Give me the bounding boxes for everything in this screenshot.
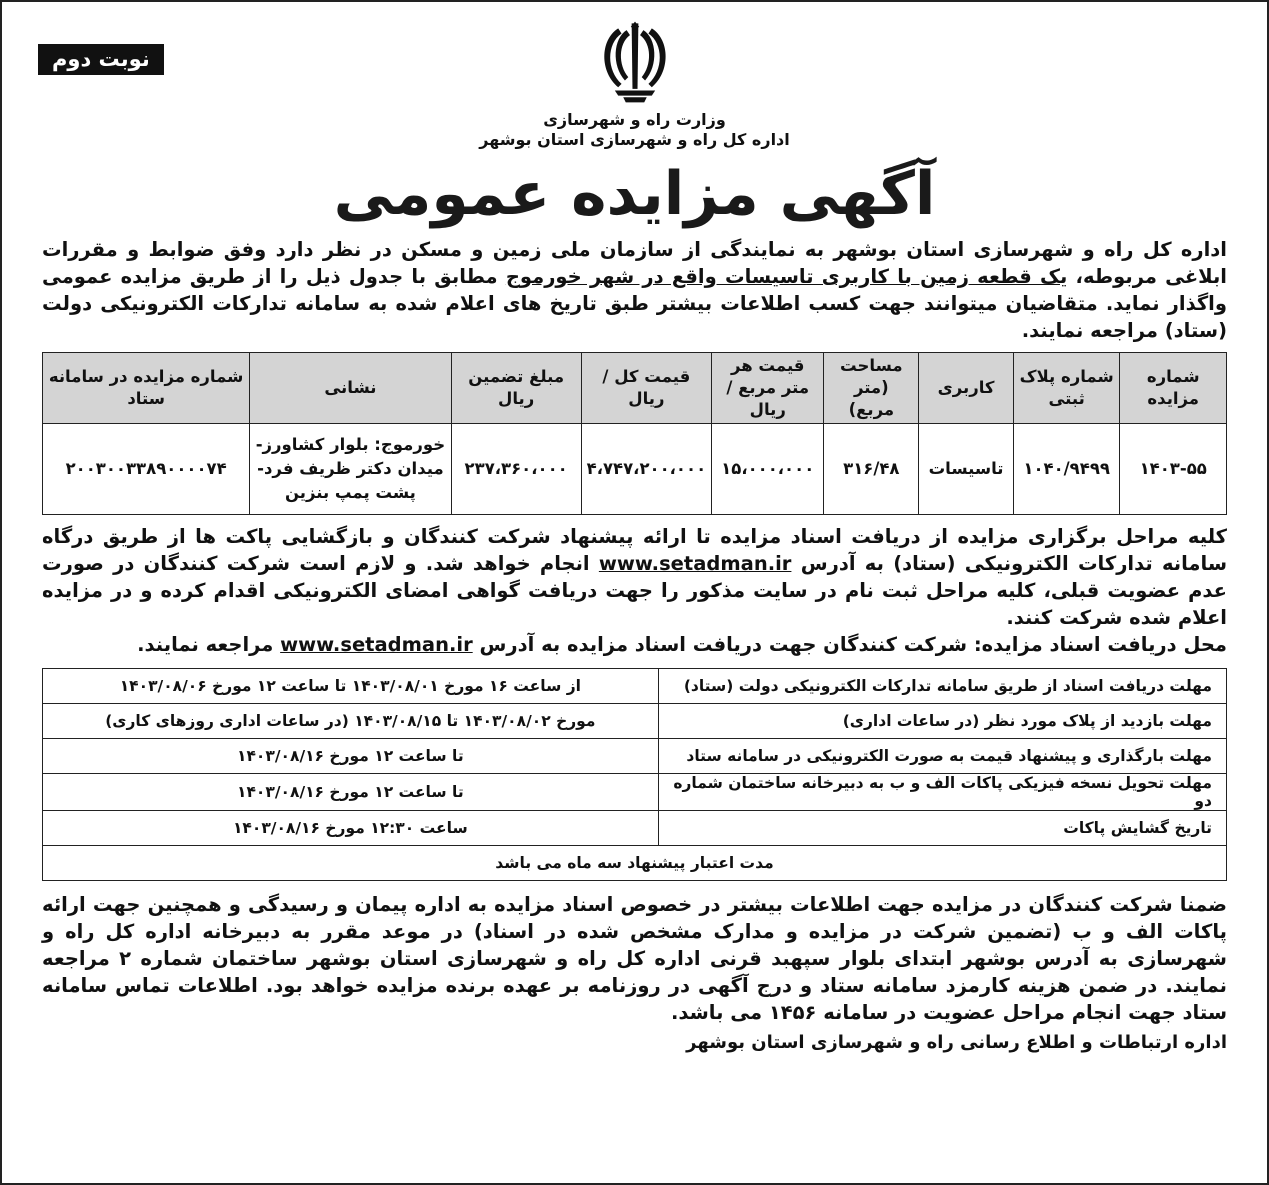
col-area: مساحت (متر مربع) [824, 353, 919, 424]
docs-place-paragraph [42, 631, 1227, 658]
docs-place-text-2: مراجعه نمایند. [137, 633, 281, 656]
office-name: اداره کل راه و شهرسازی استان بوشهر [479, 130, 790, 149]
docs-place-text-1: محل دریافت اسناد مزایده: شرکت کنندگان جهت دریافت اسناد مزایده به آدرس [472, 633, 1227, 656]
schedule-label: مهلت بارگذاری و پیشنهاد قیمت به صورت الکترونیکی در سامانه ستاد [658, 739, 1226, 774]
col-auction-no: شماره مزایده [1120, 353, 1227, 424]
auction-table-header [43, 353, 1227, 424]
schedule-row [43, 704, 1227, 739]
schedule-row [43, 669, 1227, 704]
validity-note: مدت اعتبار پیشنهاد سه ماه می باشد [43, 846, 1227, 881]
intro-text-highlight: یک قطعه زمین با کاربری تاسیسات واقع در شهر خورموج [505, 265, 1068, 288]
col-usage: کاربری [919, 353, 1014, 424]
schedule-label: تاریخ گشایش پاکات [658, 811, 1226, 846]
process-paragraph [42, 523, 1227, 631]
page-title: آگهی مزایده عمومی [333, 159, 936, 229]
footer-signature: اداره ارتباطات و اطلاع رسانی راه و شهرسازی استان بوشهر [686, 1032, 1227, 1053]
col-unit-price: قیمت هر متر مربع / ریال [712, 353, 824, 424]
setad-url-link-2[interactable]: www.setadman.ir [280, 633, 473, 656]
schedule-label: مهلت بازدید از پلاک مورد نظر (در ساعات اداری) [658, 704, 1226, 739]
schedule-label: مهلت دریافت اسناد از طریق سامانه تدارکات الکترونیکی دولت (ستاد) [658, 669, 1226, 704]
col-plate-no: شماره پلاک ثبتی [1013, 353, 1120, 424]
table-row [43, 424, 1227, 515]
intro-text-1: اداره کل راه و شهرسازی استان بوشهر به نمایندگی از سازمان ملی زمین و مسکن در نظر دارد وفق ضوابط و مقررات ابلاغی مربوطه، [42, 238, 1227, 288]
ministry-name: وزارت راه و شهرسازی [543, 110, 726, 129]
iran-emblem-icon [593, 18, 677, 106]
second-publication-badge: نوبت دوم [38, 44, 164, 75]
schedule-table [42, 668, 1227, 881]
cell-unit-price: ۱۵،۰۰۰،۰۰۰ [712, 424, 824, 515]
schedule-value: تا ساعت ۱۲ مورخ ۱۴۰۳/۰۸/۱۶ [43, 774, 659, 811]
col-setad-no: شماره مزایده در سامانه ستاد [43, 353, 250, 424]
intro-paragraph [42, 236, 1227, 344]
schedule-row [43, 774, 1227, 811]
process-text-2: انجام خواهد شد. و لازم است شرکت کنندگان در صورت عدم عضویت قبلی، کلیه مراحل ثبت نام در سایت مذکور را جهت دریافت گواهی امضای الکترونیکی اقدام کرده و در مزایده اعلام شده شرکت کنند. [42, 552, 1227, 629]
schedule-value: مورخ ۱۴۰۳/۰۸/۰۲ تا ۱۴۰۳/۰۸/۱۵ (در ساعات اداری روزهای کاری) [43, 704, 659, 739]
schedule-value: از ساعت ۱۶ مورخ ۱۴۰۳/۰۸/۰۱ تا ساعت ۱۲ مورخ ۱۴۰۳/۰۸/۰۶ [43, 669, 659, 704]
col-address: نشانی [250, 353, 451, 424]
cell-setad-no: ۲۰۰۳۰۰۳۳۸۹۰۰۰۰۷۴ [43, 424, 250, 515]
intro-text-2: مطابق با جدول ذیل را از طریق مزایده عمومی واگذار نماید. متقاضیان میتوانند جهت کسب اطلاعات بیشتر طبق تاریخ های اعلام شده به سامانه تدارکات الکترونیکی دولت (ستاد) مراجعه نمایند. [42, 265, 1227, 342]
setad-url-link[interactable]: www.setadman.ir [598, 552, 792, 575]
cell-plate-no: ۱۰۴۰/۹۴۹۹ [1013, 424, 1120, 515]
cell-address: خورموج: بلوار کشاورز- میدان دکتر ظریف فرد- پشت پمپ بنزین [250, 424, 451, 515]
cell-guarantee: ۲۳۷،۳۶۰،۰۰۰ [451, 424, 581, 515]
cell-area: ۳۱۶/۴۸ [824, 424, 919, 515]
col-guarantee: مبلغ تضمین ریال [451, 353, 581, 424]
col-total-price: قیمت کل / ریال [581, 353, 711, 424]
closing-paragraph: ضمنا شرکت کنندگان در مزایده جهت اطلاعات بیشتر در خصوص اسناد مزایده به اداره پیمان و رسیدگی و همچنین جهت ارائه پاکات الف و ب (تضمین شرکت در مزایده و مدارک مشخص شده در اسناد) در موعد مقرر به دبیرخانه اداره کل راه و شهرسازی به آدرس بوشهر ابتدای بلوار سپهبد قرنی اداره کل راه و شهرسازی استان بوشهر ساختمان شماره ۲ مراجعه نمایند. در ضمن هزینه کارمزد سامانه ستاد و درج آگهی در روزنامه بر عهده برنده مزایده خواهد بود. اطلاعات تماس سامانه ستاد جهت انجام مراحل عضویت در سامانه ۱۴۵۶ می باشد. [42, 893, 1227, 1024]
cell-usage: تاسیسات [919, 424, 1014, 515]
auction-table [42, 352, 1227, 515]
process-text-1: کلیه مراحل برگزاری مزایده از دریافت اسناد مزایده تا ارائه پیشنهاد شرکت کنندگان و بازگشایی پاکت ها از طریق درگاه سامانه تدارکات الکترونیکی (ستاد) به آدرس [42, 525, 1228, 575]
schedule-row [43, 739, 1227, 774]
schedule-row [43, 811, 1227, 846]
schedule-label: مهلت تحویل نسخه فیزیکی پاکات الف و ب به دبیرخانه ساختمان شماره دو [658, 774, 1226, 811]
emblem-container [42, 18, 1227, 110]
cell-auction-no: ۱۴۰۳-۵۵ [1120, 424, 1227, 515]
schedule-value: تا ساعت ۱۲ مورخ ۱۴۰۳/۰۸/۱۶ [43, 739, 659, 774]
schedule-value: ساعت ۱۲:۳۰ مورخ ۱۴۰۳/۰۸/۱۶ [43, 811, 659, 846]
validity-row [43, 846, 1227, 881]
cell-total-price: ۴،۷۴۷،۲۰۰،۰۰۰ [581, 424, 711, 515]
